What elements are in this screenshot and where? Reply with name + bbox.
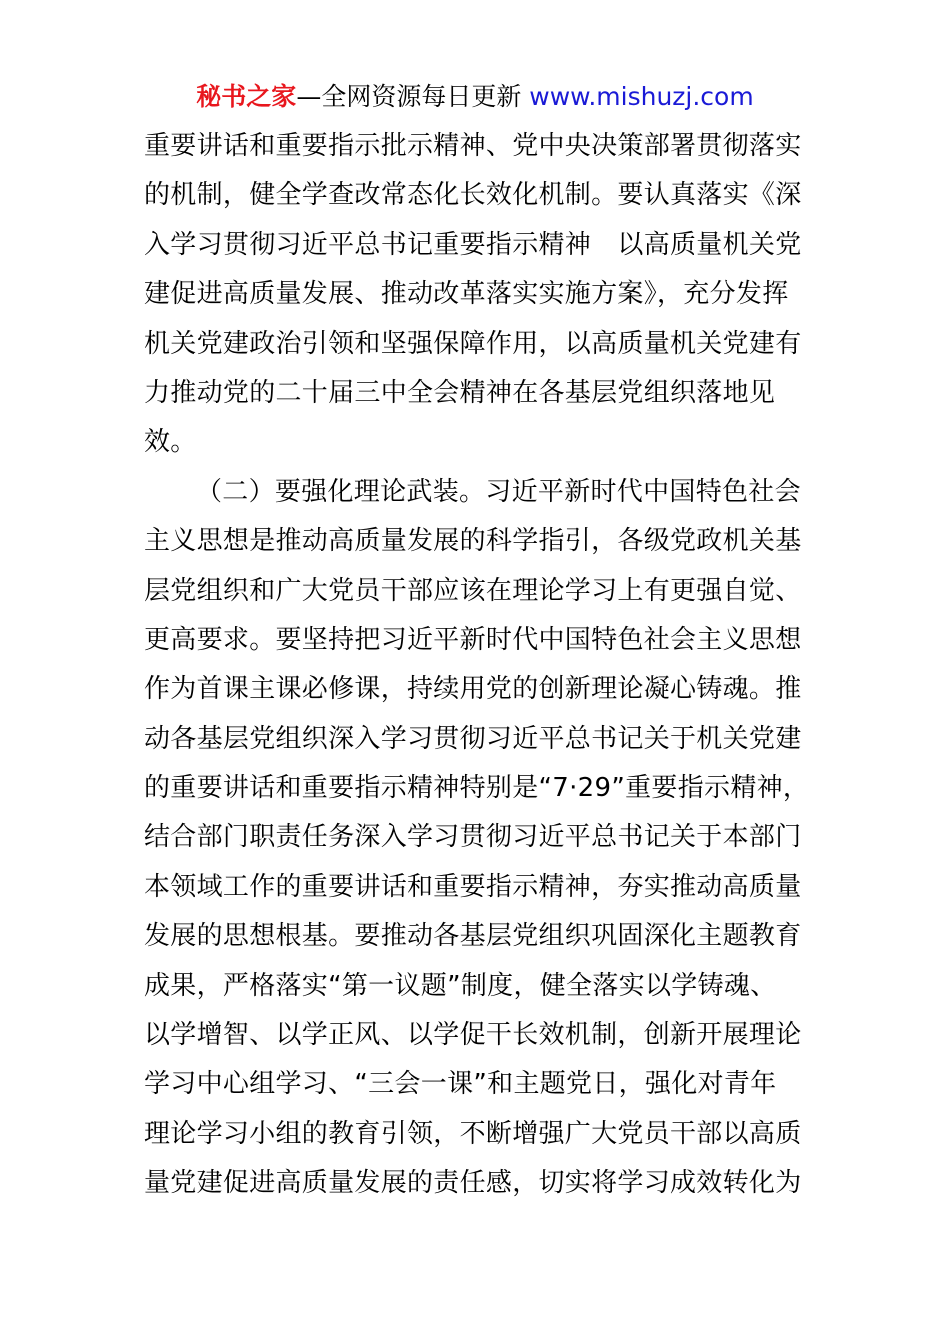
text-line: 的机制，健全学查改常态化长效化机制。要认真落实《深: [144, 180, 802, 211]
text-line: 更高要求。要坚持把习近平新时代中国特色社会主义思想: [144, 624, 802, 655]
text-line: 层党组织和广大党员干部应该在理论学习上有更强自觉、: [144, 575, 802, 606]
text-line: 入学习贯彻习近平总书记重要指示精神 以高质量机关党: [144, 229, 802, 260]
site-url-link[interactable]: www.mishuzj.com: [529, 82, 754, 111]
text-line: 结合部门职责任务深入学习贯彻习近平总书记关于本部门: [144, 822, 802, 853]
text-line: 理论学习小组的教育引领，不断增强广大党员干部以高质: [144, 1118, 802, 1149]
text-line: 本领域工作的重要讲话和重要指示精神，夯实推动高质量: [144, 871, 802, 902]
text-line: 重要讲话和重要指示批示精神、党中央决策部署贯彻落实: [144, 131, 802, 161]
text-line: 成果，严格落实“第一议题”制度，健全落实以学铸魂、: [144, 970, 777, 1001]
text-line: 建促进高质量发展、推动改革落实实施方案》，充分发挥: [144, 279, 789, 310]
text-line: 的重要讲话和重要指示精神特别是“7·29”重要指示精神，: [144, 773, 810, 804]
text-line: 以学增智、以学正风、以学促干长效机制，创新开展理论: [144, 1020, 802, 1051]
text-line: 作为首课主课必修课，持续用党的创新理论凝心铸魂。推: [144, 674, 802, 705]
section-heading-line: （二）要强化理论武装。习近平新时代中国特色社会: [196, 476, 801, 507]
text-line: 主义思想是推动高质量发展的科学指引，各级党政机关基: [144, 526, 802, 557]
site-tagline: —全网资源每日更新: [296, 82, 522, 111]
text-line: 机关党建政治引领和坚强保障作用，以高质量机关党建有: [144, 328, 802, 359]
text-line: 学习中心组学习、“三会一课”和主题党日，强化对青年: [144, 1069, 777, 1100]
text-line: 发展的思想根基。要推动各基层党组织巩固深化主题教育: [144, 921, 802, 952]
text-line: 动各基层党组织深入学习贯彻习近平总书记关于机关党建: [144, 723, 802, 754]
site-brand: 秘书之家: [196, 82, 297, 111]
site-header: [0, 80, 950, 114]
document-body: [144, 122, 814, 1209]
text-line: 效。: [144, 427, 197, 458]
text-line: 力推动党的二十届三中全会精神在各基层党组织落地见: [144, 377, 776, 408]
text-line: 量党建促进高质量发展的责任感，切实将学习成效转化为: [144, 1168, 802, 1199]
